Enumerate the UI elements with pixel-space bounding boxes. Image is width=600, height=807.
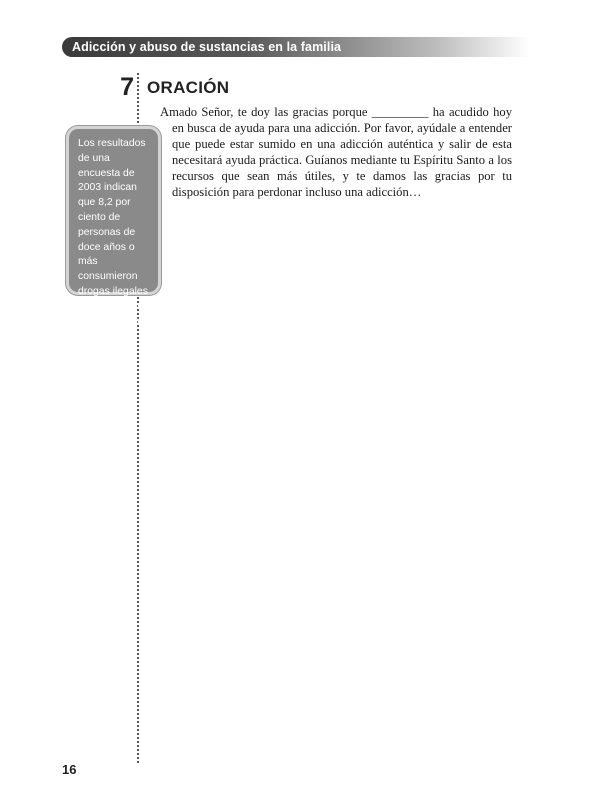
prayer-body bbox=[160, 104, 512, 200]
footnote-reference: 9 bbox=[142, 314, 147, 322]
callout-text-block bbox=[78, 137, 153, 329]
section-number: 7 bbox=[120, 73, 134, 101]
page-number: 16 bbox=[62, 762, 77, 777]
running-header-title: Adicción y abuso de sustancias en la familia bbox=[72, 40, 342, 54]
callout-text: Los resultados de una encuesta de 2003 indican que 8,2 por ciento de personas de doce años o más consumieron drogas ilegales el mes anterior a la encuesta. bbox=[78, 138, 148, 327]
statistic-callout-box bbox=[66, 126, 161, 327]
prayer-paragraph: Amado Señor, te doy las gracias porque _________ ha acudido hoy en busca de ayuda para una adicción. Por favor, ayúdale a entender que puede estar sumido en una adicción auténtica y salir de esta necesitará ayuda práctica. Guíanos mediante tu Espíritu Santo a los recursos que sean más útiles, y te damos las gracias por tu disposición para perdonar incluso una adicción… bbox=[160, 105, 512, 199]
section-title: ORACIÓN bbox=[147, 78, 230, 97]
